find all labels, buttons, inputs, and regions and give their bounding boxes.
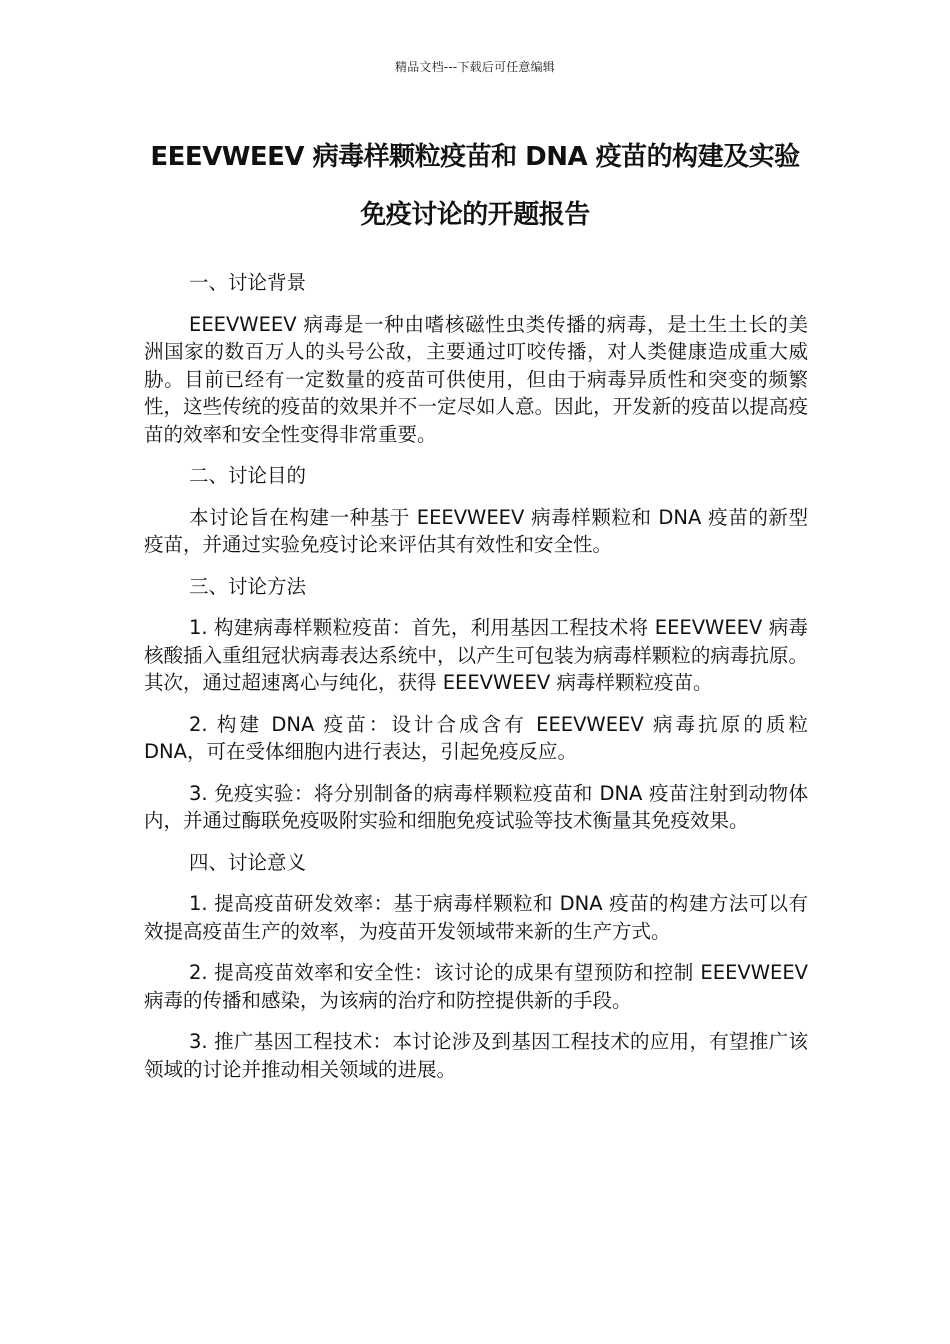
- methods-paragraph-dna: 2. 构建 DNA 疫苗：设计合成含有 EEEVWEEV 病毒抗原的质粒 DNA，可在受体细胞内进行表达，引起免疫反应。: [144, 712, 808, 763]
- section-heading-methods: 三、讨论方法: [189, 574, 307, 598]
- document-body: [144, 269, 808, 1097]
- section-heading-significance: 四、讨论意义: [189, 850, 307, 874]
- significance-paragraph-safety: 2. 提高疫苗效率和安全性：该讨论的成果有望预防和控制 EEEVWEEV 病毒的传播和感染，为该病的治疗和防控提供新的手段。: [144, 961, 808, 1012]
- document-title: EEEVWEEV 病毒样颗粒疫苗和 DNA 疫苗的构建及实验免疫讨论的开题报告: [150, 142, 800, 230]
- methods-paragraph-vlp: 1. 构建病毒样颗粒疫苗：首先，利用基因工程技术将 EEEVWEEV 病毒核酸插入重组冠状病毒表达系统中，以产生可包装为病毒样颗粒的病毒抗原。其次，通过超速离心与纯化，获得 EEEVWEEV 病毒样颗粒疫苗。: [144, 616, 808, 694]
- methods-paragraph-immunization: 3. 免疫实验：将分别制备的病毒样颗粒疫苗和 DNA 疫苗注射到动物体内，并通过酶联免疫吸附实验和细胞免疫试验等技术衡量其免疫效果。: [144, 781, 808, 832]
- document-header-note: 精品文档---下载后可任意编辑: [395, 60, 555, 74]
- purpose-paragraph: 本讨论旨在构建一种基于 EEEVWEEV 病毒样颗粒和 DNA 疫苗的新型疫苗，并通过实验免疫讨论来评估其有效性和安全性。: [144, 505, 808, 556]
- significance-paragraph-promotion: 3. 推广基因工程技术：本讨论涉及到基因工程技术的应用，有望推广该领域的讨论并推动相关领域的进展。: [144, 1030, 808, 1081]
- significance-paragraph-efficiency: 1. 提高疫苗研发效率：基于病毒样颗粒和 DNA 疫苗的构建方法可以有效提高疫苗生产的效率，为疫苗开发领域带来新的生产方式。: [144, 892, 808, 943]
- background-paragraph: EEEVWEEV 病毒是一种由嗜核磁性虫类传播的病毒，是土生土长的美洲国家的数百万人的头号公敌，主要通过叮咬传播，对人类健康造成重大威胁。目前已经有一定数量的疫苗可供使用，但由于病毒异质性和突变的频繁性，这些传统的疫苗的效果并不一定尽如人意。因此，开发新的疫苗以提高疫苗的效率和安全性变得非常重要。: [144, 312, 808, 446]
- section-heading-background: 一、讨论背景: [189, 271, 307, 294]
- section-heading-purpose: 二、讨论目的: [189, 464, 307, 487]
